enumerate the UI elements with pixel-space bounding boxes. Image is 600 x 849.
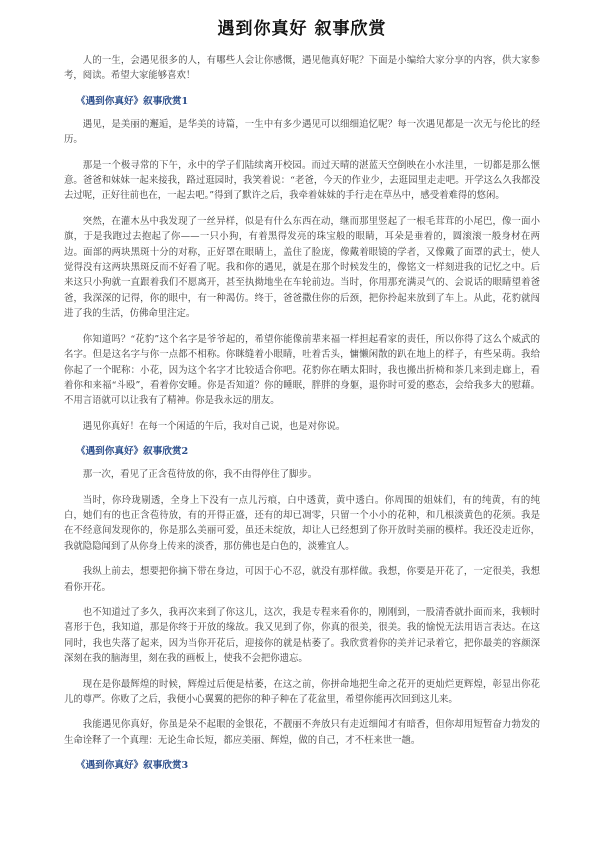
section-2 <box>64 444 540 748</box>
section-3 <box>64 758 540 773</box>
section-heading: 《遇到你真好》叙事欣赏2 <box>76 446 189 458</box>
section-heading: 《遇到你真好》叙事欣赏1 <box>76 95 189 107</box>
paragraph: 你知道吗？“花豹”这个名字是爷爷起的，希望你能像前辈来福一样担起看家的责任，所以你得了这么个威武的名字。但是这名字与你一点都不相称。你眯缝着小眼睛，吐着舌头，慵懒闲散的趴在地上的样子，有些呆萌。我给你起了一个昵称：小花，因为这个名字才比较适合你吧。花豹你在晒太阳时，我也搬出折椅和茶几来到走廊上，看着你和来福“斗殴”，看着你安睡。你是否知道？你的睡眠，胖胖的身躯，退你时可爱的憨态，会给我多大的慰藉。不用言语就可以让我有了精神。你是我永远的朋友。 <box>64 333 540 407</box>
section-heading: 《遇到你真好》叙事欣赏3 <box>76 760 189 772</box>
paragraph: 突然，在灌木丛中我发现了一丝异样，似是有什么东西在动，继而那里竖起了一根毛茸茸的小尾巴，像一面小旗，于是我跑过去抱起了你——一只小狗，有着黑得发亮的珠宝般的眼睛，耳朵是垂着的，圆滚滚一般身材在两边。面部的两块黑斑十分的对称，正好罩在眼睛上，盖住了脸庞，像戴着眼镜的学者，又像戴了面罩的武士，使人觉得没有这两块黑斑反而不好看了呢。我和你的遇见，就是在那个时候发生的，像铭文一样刻进我的记忆之中。后来这只小狗就一直跟着我们不愿离开，甚至执拗地坐在车轮前边。当时，你用那充满灵气的、会说话的眼睛望着爸爸，我深深的记得，你的眼中，有一种渴仿。终于，爸爸撒住你的后颈，把你拎起来放到了车上。从此，花豹就闯进了我的生活，仿佛命里注定。 <box>64 215 540 320</box>
paragraph: 也不知道过了多久，我再次来到了你这儿，这次，我是专程来看你的，刚刚到，一股清香就扑面而来，我顿时喜形于色，我知道，那是你终于开放的缘故。我又见到了你，你真的很美，很美。我的愉悦无法用语言表达。在这同时，我也失落了起来，因为当你开花后，迎接你的就是枯萎了。我欣赏着你的美并记录着它，把你最美的容颜深深刻在我的脑海里，刻在我的画板上，使我不会把你遗忘。 <box>64 606 540 665</box>
paragraph: 当时，你玲珑剔透，全身上下没有一点儿污痕，白中透黄，黄中透白。你周围的姐妹们，有的纯黄，有的纯白，她们有的也正含苞待放，有的开得正盛，还有的却已凋零，只留一个小小的花种，和几根淡黄色的花须。我是在不经意间发现你的，你是那么美丽可爱，虽还未绽放，却让人已经想到了你开放时美丽的模样。我还没走近你，我就隐隐闻到了从你身上传来的淡香，那仿佛也是白色的，淡雅宜人。 <box>64 494 540 552</box>
page-title: 遇到你真好 叙事欣赏 <box>217 19 387 39</box>
paragraph: 我能遇见你真好，你虽是朵不起眼的金银花，不靓丽不奔放只有走近细闻才有暗香，但你却用短暂奋力勃发的生命诠释了一个真理：无论生命长短，都应美丽、辉煌，做的自己，才不枉来世一趟。 <box>64 719 540 746</box>
paragraph: 现在是你最辉煌的时候，辉煌过后便是枯萎，在这之前，你拼命地把生命之花开的更灿烂更辉煌，彰显出你花儿的尊严。你败了之后，我便小心翼翼的把你的种子种在了花盆里，希望你能再次回到这儿来。 <box>64 678 540 705</box>
intro-paragraph: 人的一生，会遇见很多的人，有哪些人会让你感慨，遇见他真好呢？下面是小编给大家分享的内容，供大家参考，阅读。希望大家能够喜欢！ <box>64 55 540 82</box>
paragraph: 那是一个极寻常的下午，永中的学子们陆续离开校园。而过天晴的湛蓝天空倒映在小水洼里，一切都是那么惬意。爸爸和妹妹一起来接我，路过逛园时，我笑着说：“老爸，今天的作业少，去逛园里走走吧。开学这么久我都没去过呢，正好往前也在，一起去吧。”得到了默许之后，我牵着妹妹的手行走在草丛中，感受着难得的悠闲。 <box>64 159 540 202</box>
section-1 <box>64 94 540 434</box>
paragraph: 我纵上前去，想要把你摘下带在身边，可因于心不忍，就没有那样做。我想，你要是开花了，一定很美，我想看你开花。 <box>64 566 540 593</box>
paragraph: 遇见你真好！在每一个闲适的午后，我对自己说，也是对你说。 <box>82 420 346 432</box>
paragraph: 那一次，看见了正含苞待放的你，我不由得停住了脚步。 <box>82 469 318 481</box>
paragraph: 遇见，是美丽的邂逅，是华美的诗篇，一生中有多少遇见可以细细追忆呢？每一次遇见都是一次无与伦比的经历。 <box>64 118 540 146</box>
